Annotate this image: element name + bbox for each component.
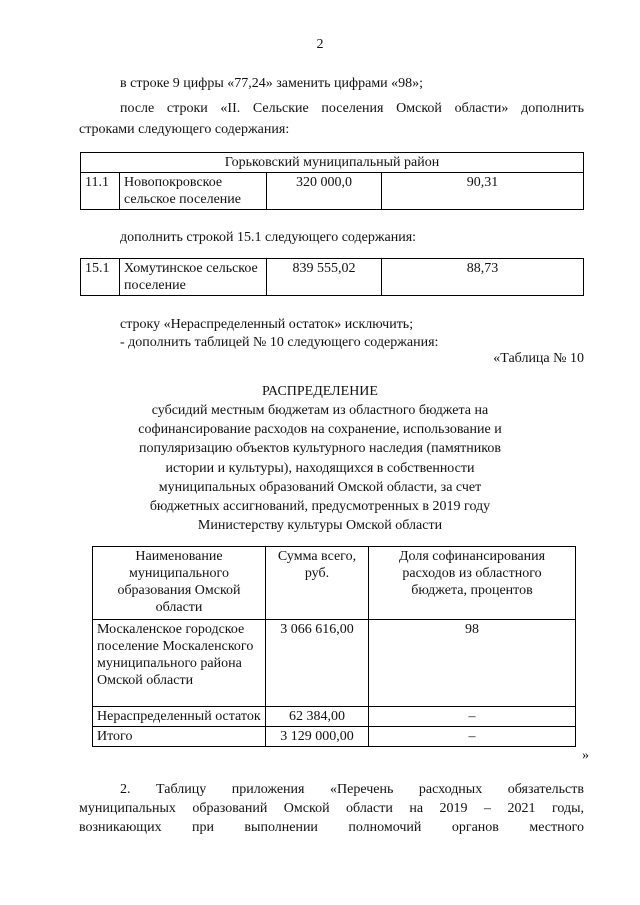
row-share: – (369, 707, 576, 727)
text-add-table: - дополнить таблицей № 10 следующего содержания: (120, 335, 439, 350)
page-number: 2 (316, 37, 324, 52)
column-header: Сумма всего, руб. (266, 547, 369, 620)
table-header-row (93, 547, 576, 620)
intro-line-3: строками следующего содержания: (79, 122, 290, 137)
heading-line: софинансирование расходов на сохранение, использование и (138, 422, 502, 438)
paragraph-2-line-2: муниципальных образований Омской области на 2019 – 2021 годы, (79, 801, 584, 816)
heading-line: субсидий местным бюджетам из областного бюджета на (151, 403, 489, 418)
text-add-row: дополнить строкой 15.1 следующего содержания: (120, 230, 417, 245)
row-name: Хомутинское сельское поселение (120, 259, 267, 296)
row-share: 88,73 (382, 259, 584, 296)
row-sum: 62 384,00 (266, 707, 369, 727)
table-label: «Таблица № 10 (493, 351, 584, 366)
text-exclude: строку «Нераспределенный остаток» исключить; (120, 317, 414, 332)
heading-subtitle (0, 401, 640, 535)
row-share: 98 (369, 620, 576, 707)
table-header: Горьковский муниципальный район (81, 153, 584, 173)
row-name: Итого (93, 727, 266, 747)
column-header: Доля софинансирования расходов из областного бюджета, процентов (369, 547, 576, 620)
row-sum: 839 555,02 (267, 259, 382, 296)
table-khomutinskoe (80, 258, 584, 296)
heading-line: популяризацию объектов культурного наследия (памятников (139, 441, 501, 457)
row-sum: 3 129 000,00 (266, 727, 369, 747)
table-distribution (92, 546, 576, 747)
table-row (93, 620, 576, 707)
table-row (93, 727, 576, 747)
paragraph-2-line-1: 2. Таблицу приложения «Перечень расходных обязательств (120, 782, 584, 797)
table-row (81, 259, 584, 296)
column-header: Наименование муниципального образования Омской области (93, 547, 266, 620)
row-share: – (369, 727, 576, 747)
intro-line-1: в строке 9 цифры «77,24» заменить цифрами «98»; (120, 76, 424, 91)
heading-line: Министерству культуры Омской области (197, 518, 443, 534)
heading-title: РАСПРЕДЕЛЕНИЕ (262, 384, 378, 399)
table-row (93, 707, 576, 727)
intro-line-2: после строки «II. Сельские поселения Омской области» дополнить (120, 101, 584, 116)
paragraph-2-line-3: возникающих при выполнении полномочий органов местного (79, 820, 584, 835)
row-share: 90,31 (382, 173, 584, 210)
row-name: Нераспределенный остаток (93, 707, 266, 727)
table-gorkovsky (80, 152, 584, 210)
heading-line: муниципальных образований Омской области, за счет (158, 479, 482, 495)
row-sum: 320 000,0 (267, 173, 382, 210)
row-number: 15.1 (81, 259, 120, 296)
row-name: Москаленское городское поселение Москаленского муниципального района Омской области (93, 620, 266, 707)
heading-line: бюджетных ассигнований, предусмотренных в 2019 году (149, 499, 491, 515)
closing-quote: » (582, 748, 589, 763)
heading-line: истории и культуры), находящихся в собственности (165, 460, 475, 476)
row-name: Новопокровское сельское поселение (120, 173, 267, 210)
row-sum: 3 066 616,00 (266, 620, 369, 707)
row-number: 11.1 (81, 173, 120, 210)
table-row (81, 173, 584, 210)
